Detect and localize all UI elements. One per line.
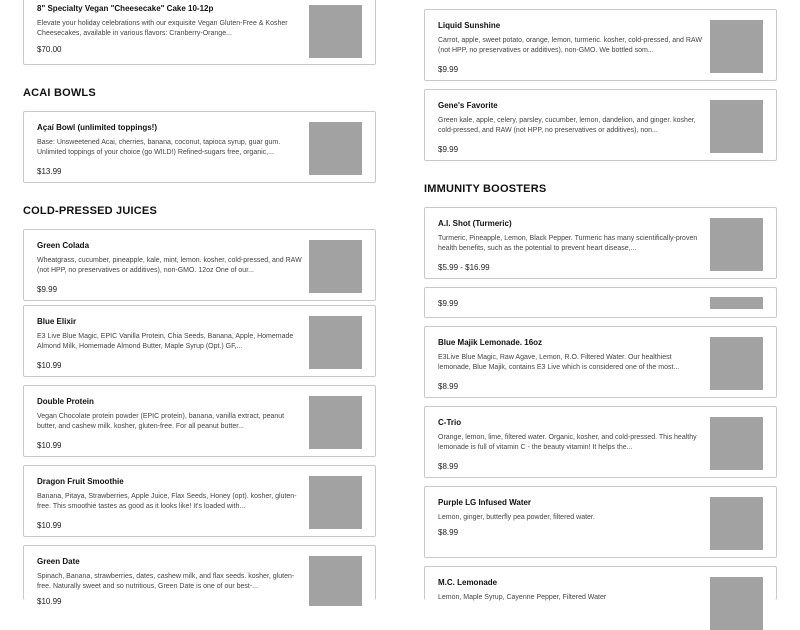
item-name: 8" Specialty Vegan "Cheesecake" Cake 10-12p: [37, 4, 214, 13]
item-price: $9.99: [438, 299, 459, 308]
item-description: Spinach, Banana, strawberries, dates, cashew milk, and flax seeds. kosher, gluten-free. Naturally sweet and so nutritious, Green Date is one of our best-...: [37, 573, 295, 590]
menu-item-card[interactable]: [23, 545, 376, 606]
item-name: Green Date: [37, 557, 80, 566]
menu-item-card[interactable]: [23, 465, 376, 537]
item-image: [309, 240, 362, 293]
item-price: $10.99: [37, 597, 62, 606]
section-heading-immunity-boosters: IMMUNITY BOOSTERS: [424, 183, 547, 195]
item-price: $9.99: [438, 145, 459, 154]
item-price: $10.99: [37, 521, 62, 530]
item-image: [309, 396, 362, 449]
item-price: $8.99: [438, 462, 459, 471]
item-price: $9.99: [37, 285, 58, 294]
item-name: Double Protein: [37, 397, 94, 406]
item-name: Dragon Fruit Smoothie: [37, 477, 124, 486]
item-name: Purple LG Infused Water: [438, 498, 532, 507]
item-image: [710, 577, 763, 630]
menu-item-card[interactable]: [424, 207, 777, 279]
item-description: Lemon, Maple Syrup, Cayenne Pepper, Filtered Water: [438, 594, 607, 601]
menu-item-card[interactable]: [424, 287, 777, 318]
item-name: Açaí Bowl (unlimited toppings!): [37, 123, 157, 132]
item-image: [710, 218, 763, 271]
item-image: [710, 20, 763, 73]
menu-item-card[interactable]: [23, 0, 376, 65]
item-image: [710, 100, 763, 153]
item-description: E3Live Blue Magic, Raw Agave, Lemon, R.O. Filtered Water. Our healthiest lemonade, Blue Majik, contains E3 Live which is considered one of the most...: [438, 354, 680, 371]
item-description: Green kale, apple, celery, parsley, cucumber, lemon, dandelion, and ginger. kosher, cold-pressed, and RAW (not HPP, no preservatives or additives), non...: [438, 117, 696, 134]
item-name: Green Colada: [37, 241, 90, 250]
item-description: Carrot, apple, sweet potato, orange, lemon, turmeric. kosher, cold-pressed, and RAW (not HPP, no preservatives or additives), non-GMO. We bottled som...: [438, 37, 702, 54]
item-description: E3 Live Blue Magic, EPIC Vanilla Protein, Chia Seeds, Banana, Apple, Homemade Almond Milk, Homemade Almond Butter, Maple Syrup (Opt.) GF,...: [37, 333, 294, 350]
item-image: [309, 556, 362, 606]
item-name: Liquid Sunshine: [438, 21, 501, 30]
item-description: Vegan Chocolate protein powder (EPIC protein), banana, vanilla extract, peanut butter, and cashew milk. kosher, gluten-free. For all peanut butter...: [37, 413, 285, 430]
item-price: $13.99: [37, 167, 62, 176]
item-name: Gene's Favorite: [438, 101, 498, 110]
menu-item-card[interactable]: [23, 385, 376, 457]
section-heading-cold-pressed-juices: COLD-PRESSED JUICES: [23, 205, 157, 217]
item-price: $9.99: [438, 65, 459, 74]
item-description: Base: Unsweetened Acai, cherries, banana, coconut, tapioca syrup, guar gum. Unlimited toppings of your choice (go WILD!) Refined-sugars free, organic,...: [37, 139, 281, 156]
item-price: $10.99: [37, 361, 62, 370]
item-price: $5.99 - $16.99: [438, 263, 490, 272]
item-price: $8.99: [438, 528, 459, 537]
item-image: [309, 476, 362, 529]
item-price: $10.99: [37, 441, 62, 450]
menu-item-card[interactable]: [424, 566, 777, 600]
item-price: $70.00: [37, 45, 62, 54]
item-image: [710, 337, 763, 390]
menu-item-card[interactable]: [424, 9, 777, 81]
menu-item-card[interactable]: [424, 406, 777, 478]
item-image: [710, 297, 763, 309]
item-image: [710, 417, 763, 470]
item-description: Lemon, ginger, butterfly pea powder, filtered water.: [438, 514, 595, 521]
item-name: Blue Elixir: [37, 317, 77, 326]
item-description: Banana, Pitaya, Strawberries, Apple Juice, Flax Seeds, Honey (opt). kosher, gluten-free. This smoothie tastes as good as it looks like! It's loaded with...: [37, 493, 297, 510]
item-name: C-Trio: [438, 418, 462, 427]
menu-item-card[interactable]: [23, 305, 376, 377]
item-name: A.I. Shot (Turmeric): [438, 219, 512, 228]
item-name: M.C. Lemonade: [438, 578, 498, 587]
item-image: [309, 316, 362, 369]
item-image: [309, 122, 362, 175]
item-name: Blue Majik Lemonade. 16oz: [438, 338, 543, 347]
item-price: $8.99: [438, 382, 459, 391]
menu-item-card[interactable]: [23, 229, 376, 301]
item-image: [309, 5, 362, 58]
item-description: Elevate your holiday celebrations with our exquisite Vegan Gluten-Free & Kosher Cheesecakes, available in various flavors: Cranberry-Orange...: [37, 20, 288, 37]
menu-item-card[interactable]: [23, 111, 376, 183]
item-description: Orange, lemon, lime, filtered water. Organic, kosher, and cold-pressed. This healthy lemonade is full of vitamin C - the beauty vitamin! It helps the...: [438, 434, 697, 451]
menu-item-card[interactable]: [424, 486, 777, 558]
item-description: Turmeric, Pineapple, Lemon, Black Pepper. Turmeric has many scientifically-proven health benefits, such as the potential to prevent heart disease,...: [438, 235, 698, 252]
item-description: Wheatgrass, cucumber, pineapple, kale, mint, lemon. kosher, cold-pressed, and RAW (not HPP, no preservatives or additives), non-GMO. 12oz One of our...: [37, 257, 302, 274]
item-image: [710, 497, 763, 550]
section-heading-acai-bowls: ACAI BOWLS: [23, 87, 96, 99]
menu-item-card[interactable]: [424, 326, 777, 398]
menu-item-card[interactable]: [424, 89, 777, 161]
